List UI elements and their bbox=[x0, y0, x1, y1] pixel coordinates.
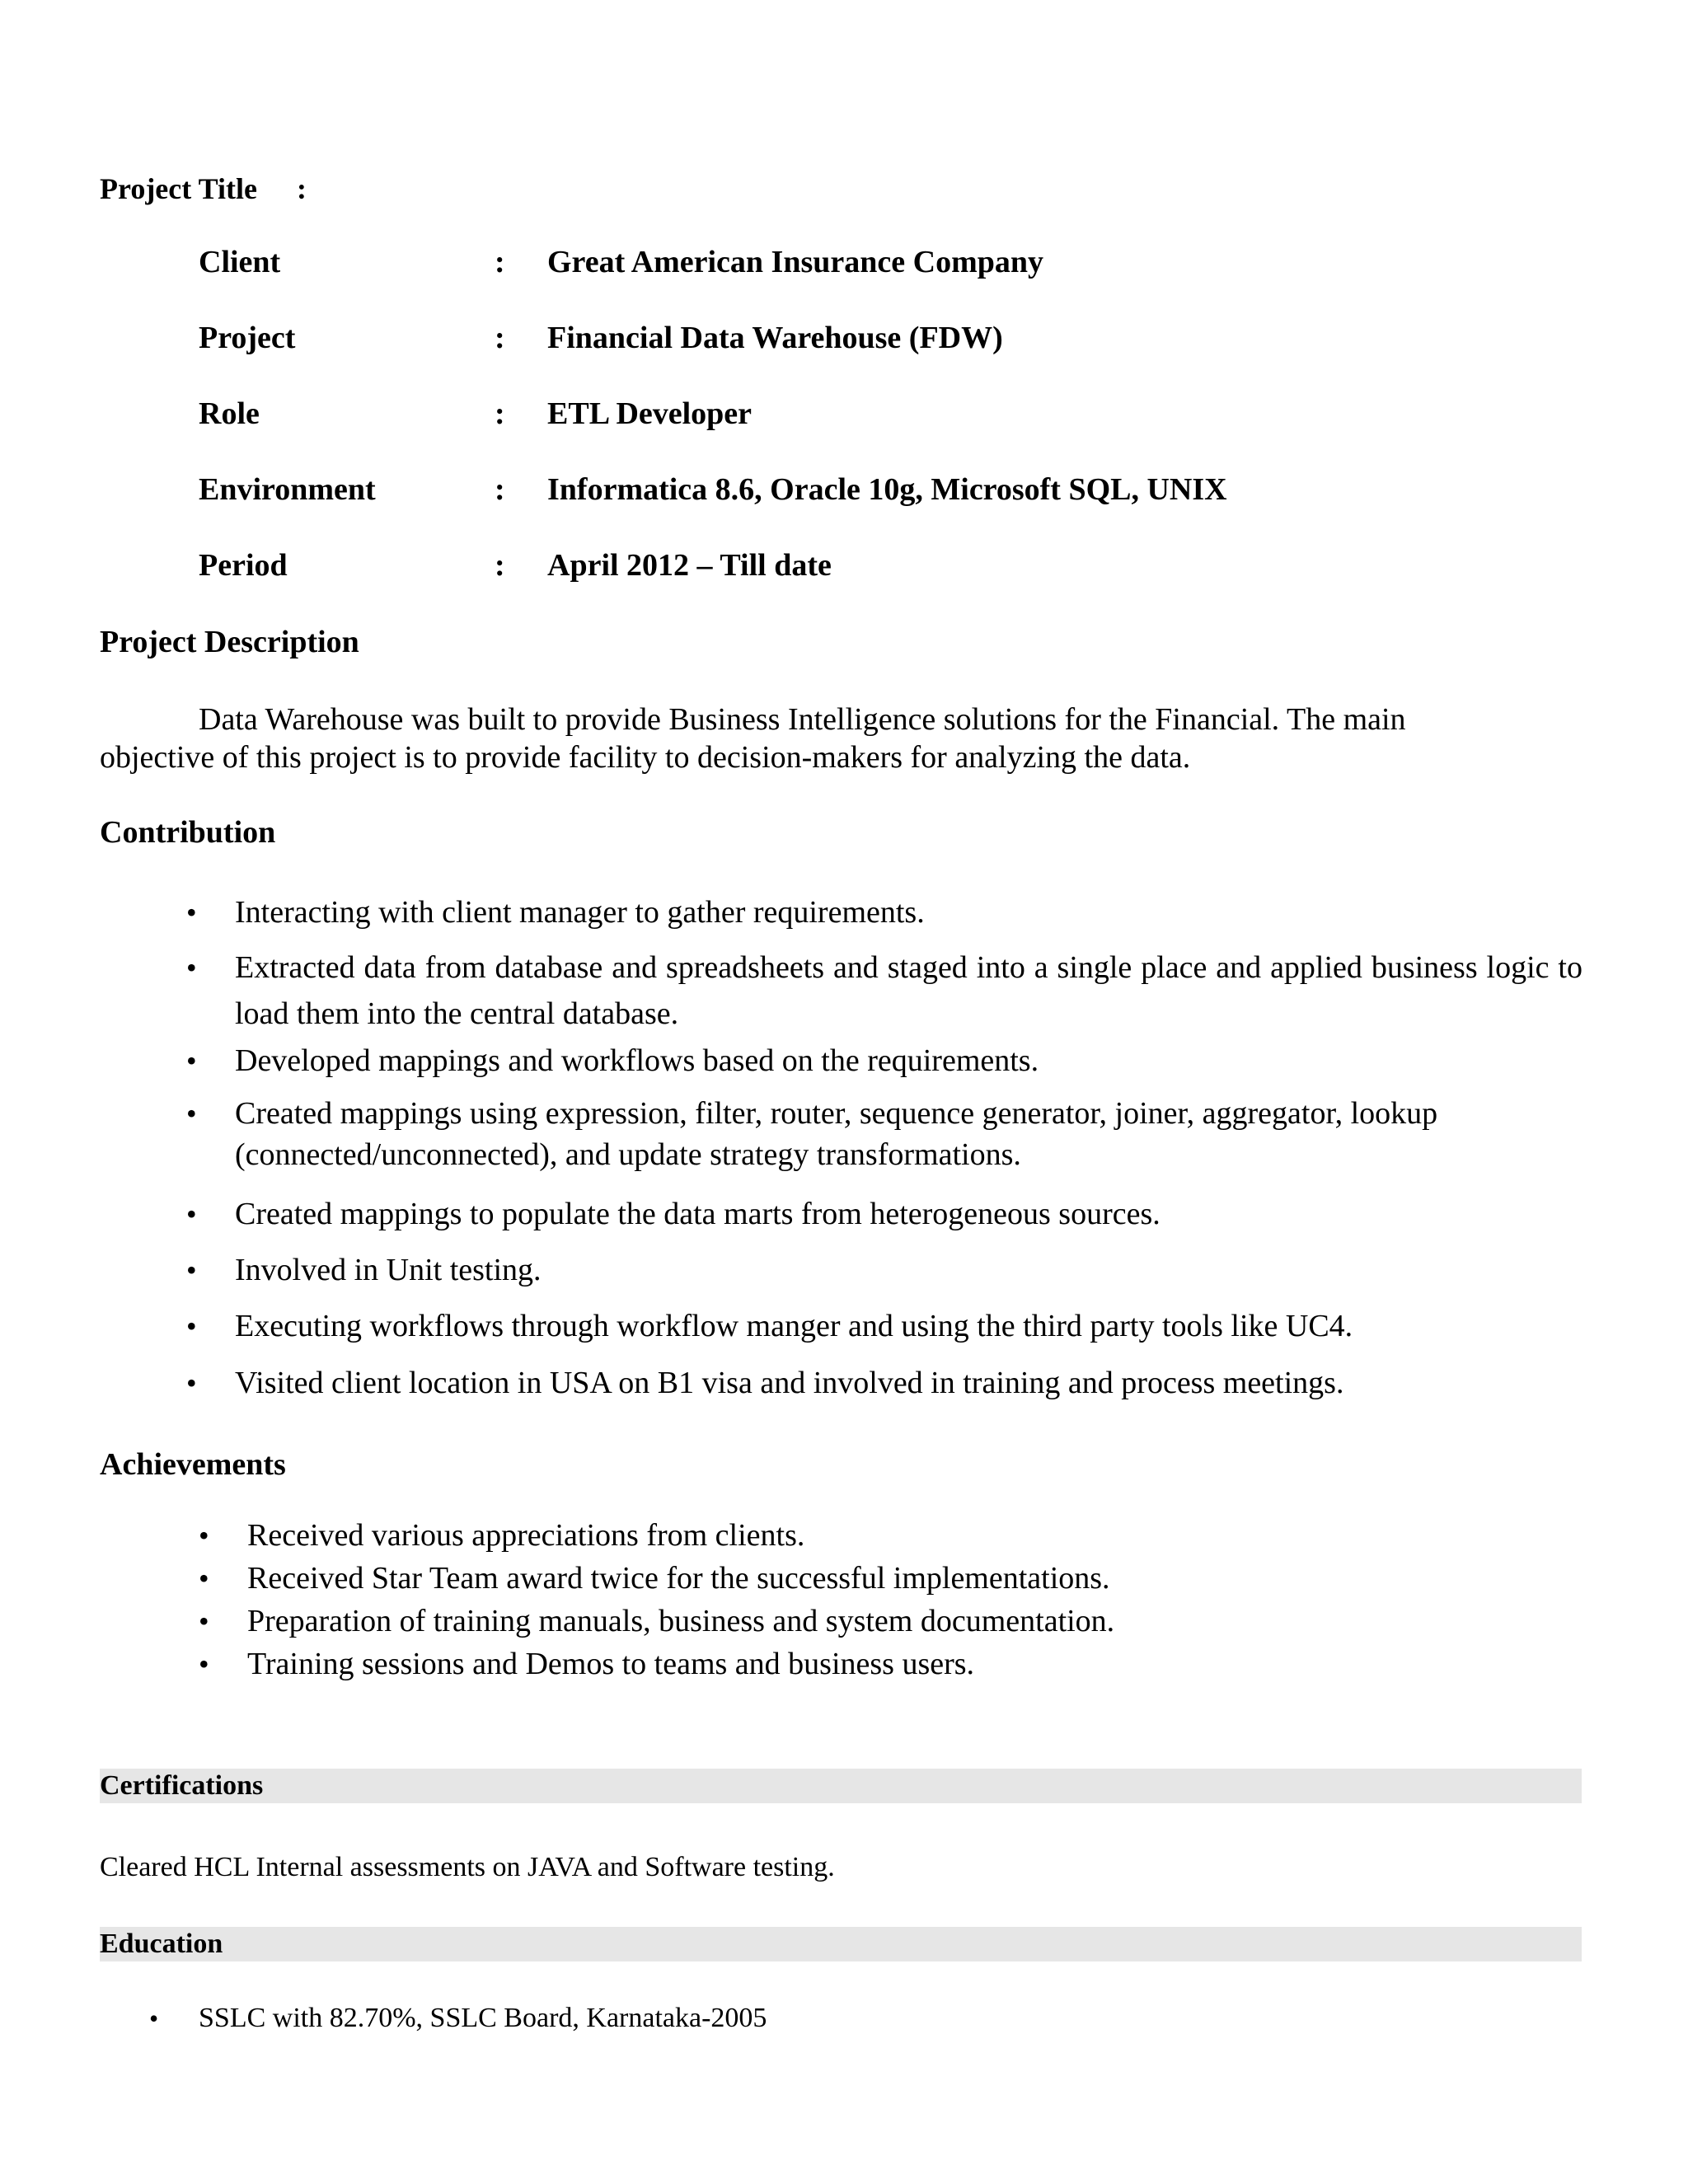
info-colon: : bbox=[495, 472, 505, 507]
info-value: Informatica 8.6, Oracle 10g, Microsoft SQL, UNIX bbox=[547, 472, 1227, 507]
info-colon: : bbox=[495, 321, 505, 355]
info-value: ETL Developer bbox=[547, 396, 753, 431]
bullet-icon: • bbox=[199, 1605, 209, 1638]
bullet-icon: • bbox=[186, 1254, 197, 1286]
project-description-heading: Project Description bbox=[100, 625, 359, 659]
info-row-period bbox=[0, 547, 1688, 597]
info-label: Period bbox=[199, 548, 288, 583]
certifications-heading: Certifications bbox=[100, 1770, 264, 1801]
contribution-heading: Contribution bbox=[100, 815, 276, 850]
info-value: Great American Insurance Company bbox=[547, 245, 1043, 279]
education-section-bar bbox=[100, 1927, 1582, 1961]
certifications-text: Cleared HCL Internal assessments on JAVA and Software testing. bbox=[100, 1852, 835, 1882]
project-title-colon: : bbox=[297, 172, 307, 205]
bullet-icon: • bbox=[186, 951, 197, 984]
bullet-icon: • bbox=[186, 1310, 197, 1343]
bullet-icon: • bbox=[186, 896, 197, 929]
info-label: Project bbox=[199, 321, 296, 355]
bullet-icon: • bbox=[199, 1562, 209, 1595]
info-value: Financial Data Warehouse (FDW) bbox=[547, 321, 1003, 355]
info-colon: : bbox=[495, 396, 505, 431]
bullet-icon: • bbox=[149, 2004, 159, 2033]
bullet-icon: • bbox=[199, 1519, 209, 1552]
project-title-label: Project Title bbox=[100, 172, 257, 205]
info-colon: : bbox=[495, 245, 505, 279]
resume-page: Project Title : Client : Great American Insurance Company Project : Financial Data Warehouse (FDW) Role : ETL Developer Environment : Informatica 8.6, Oracle 10g, Microsoft SQL, UNIX Period : April 2012 – Till date Project Description Data Warehouse was built to provide Business Intelligence solutions for the Financial. The main objective of this project is to provide facility to decision-makers for analyzing the data. Contribution • Interacting with client manager to gather requirements. • Extracted data from database and spreadsheets and staged into a single place and applied business logic to load them into the central database. • Developed mappings and workflows based on the requirements. • Created mappings using expression, filter, router, sequence generator, joiner, aggregator, lookup (connected/unconnected), and update strategy transformations. • Created mappings to populate the data marts from heterogeneous sources. • Involved in Unit testing. • Executing workflows through workflow manger and using the third party tools like UC4. • Visited client location in USA on B1 visa and involved in training and process meetings. Achievements • Received various appreciations from clients. • Received Star Team award twice for the successful implementations. • Preparation of training manuals, business and system documentation. • Training sessions and Demos to teams and business users. Certifications Cleared HCL Internal assessments on JAVA and Software testing. Education • SSLC with 82.70%, SSLC Board, Karnataka-2005 bbox=[0, 0, 1688, 2184]
bullet-icon: • bbox=[186, 1097, 197, 1130]
achievements-heading: Achievements bbox=[100, 1447, 286, 1482]
bullet-icon: • bbox=[186, 1044, 197, 1077]
info-colon: : bbox=[495, 548, 505, 583]
bullet-icon: • bbox=[186, 1197, 197, 1230]
description-line-2: objective of this project is to provide facility to decision-makers for analyzing the data. bbox=[100, 740, 1191, 775]
info-label: Role bbox=[199, 396, 260, 431]
info-row-role bbox=[0, 396, 1688, 445]
project-description-text bbox=[100, 701, 1583, 776]
info-label: Environment bbox=[199, 472, 376, 507]
education-heading: Education bbox=[100, 1929, 223, 1959]
info-row-environment bbox=[0, 471, 1688, 521]
info-row-project bbox=[0, 320, 1688, 369]
info-value: April 2012 – Till date bbox=[547, 548, 832, 583]
bullet-icon: • bbox=[186, 1366, 197, 1399]
info-label: Client bbox=[199, 245, 281, 279]
description-line-1: Data Warehouse was built to provide Business Intelligence solutions for the Financial. The main bbox=[199, 702, 1406, 737]
info-row-client bbox=[0, 244, 1688, 293]
bullet-icon: • bbox=[199, 1647, 209, 1680]
certifications-section-bar bbox=[100, 1769, 1582, 1803]
